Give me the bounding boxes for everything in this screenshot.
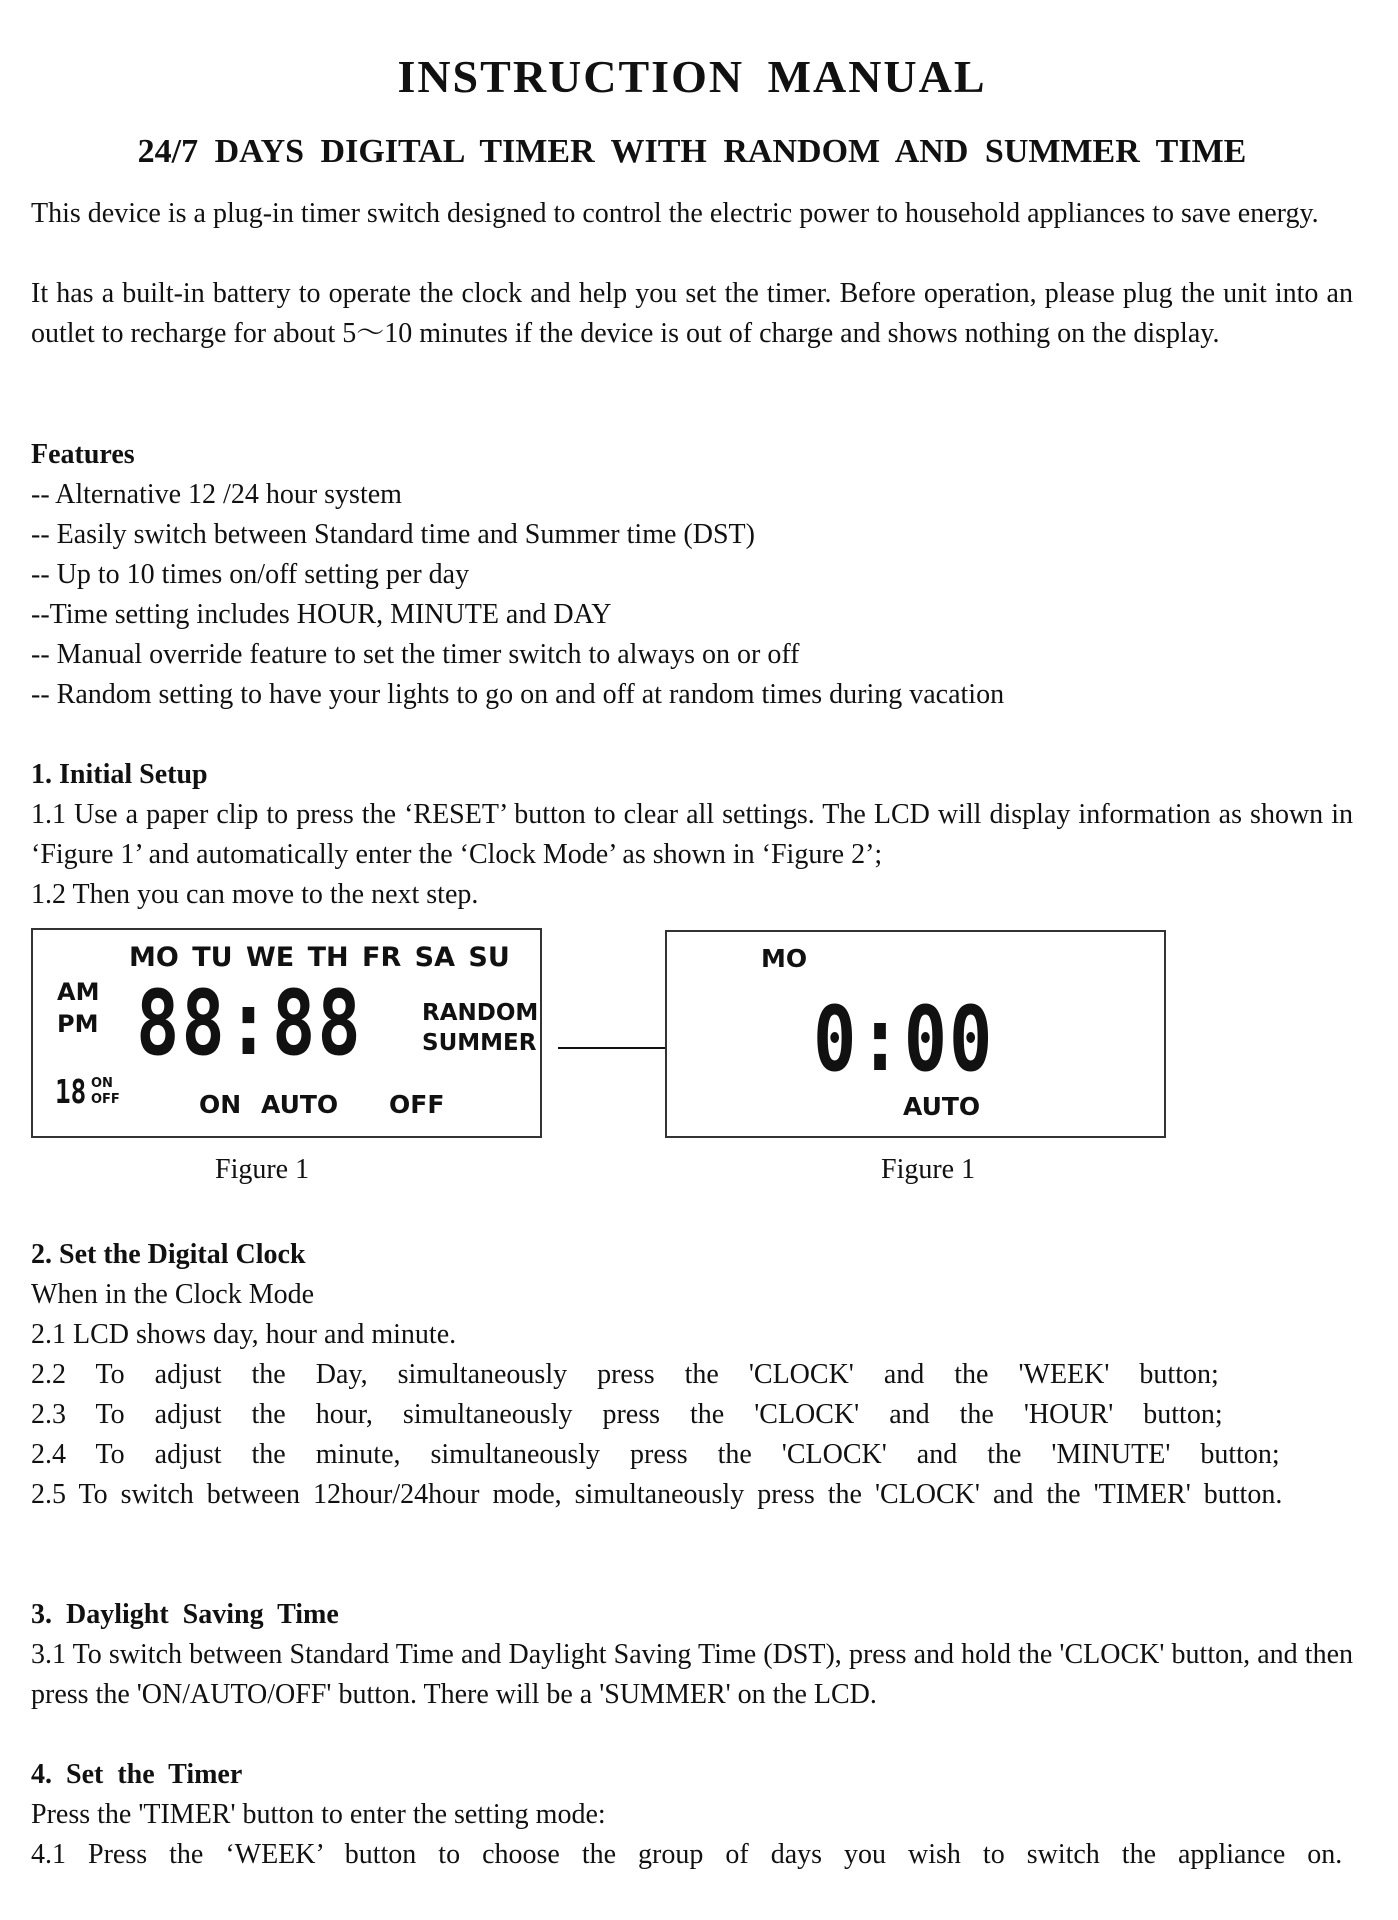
feature-item: -- Easily switch between Standard time and Summer time (DST): [31, 519, 755, 550]
section2-line: 2.2 To adjust the Day, simultaneously press the 'CLOCK' and the 'WEEK' button;: [31, 1359, 1219, 1390]
lcd-on-indicator: ON: [199, 1090, 242, 1119]
lcd-pm-indicator: PM: [57, 1010, 99, 1038]
lcd-day-indicator: MO: [761, 944, 808, 973]
section2-paragraph: 2.5 To switch between 12hour/24hour mode, simultaneously press the 'CLOCK' and the 'TIMER' button.: [31, 1479, 1283, 1510]
lcd-figure-2: [665, 930, 1166, 1138]
feature-item: -- Alternative 12 /24 hour system: [31, 479, 402, 510]
feature-item: -- Random setting to have your lights to go on and off at random times during vacation: [31, 679, 1005, 710]
section1-paragraph-2: 1.2 Then you can move to the next step.: [31, 879, 479, 910]
section4-line: 4.1 Press the ‘WEEK’ button to choose the group of days you wish to switch the appliance on.: [31, 1839, 1343, 1870]
section2-line: When in the Clock Mode: [31, 1279, 315, 1310]
lcd-am-indicator: AM: [57, 978, 100, 1006]
section1-paragraph-1: 1.1 Use a paper clip to press the ‘RESET’ button to clear all settings. The LCD will display information as shown in ‘Figure 1’ and automatically enter the ‘Clock Mode’ as shown in ‘Figure 2’;: [31, 799, 1353, 870]
section3-paragraph: 3.1 To switch between Standard Time and Daylight Saving Time (DST), press and hold the 'CLOCK' button, and then press the 'ON/AUTO/OFF' button. There will be a 'SUMMER' on the LCD.: [31, 1639, 1353, 1710]
section2-line: 2.3 To adjust the hour, simultaneously press the 'CLOCK' and the 'HOUR' button;: [31, 1399, 1223, 1430]
section2-line: 2.1 LCD shows day, hour and minute.: [31, 1319, 457, 1350]
lcd-time-digits: 88:88: [136, 970, 363, 1075]
intro-paragraph-2: It has a built-in battery to operate the clock and help you set the timer. Before operation, please plug the unit into an outlet to recharge for about 5～10 minutes if the device is out of charge and shows nothing on the display.: [31, 278, 1353, 349]
page-subtitle: 24/7 DAYS DIGITAL TIMER WITH RANDOM AND SUMMER TIME: [137, 133, 1247, 170]
section2-heading: 2. Set the Digital Clock: [31, 1239, 306, 1270]
lcd-weekdays: MO TU WE TH FR SA SU: [129, 942, 510, 973]
section4-line: Press the 'TIMER' button to enter the setting mode:: [31, 1799, 606, 1830]
feature-item: --Time setting includes HOUR, MINUTE and DAY: [31, 599, 612, 630]
lcd-off-indicator: OFF: [389, 1090, 445, 1119]
lcd-random-indicator: RANDOM: [422, 1000, 539, 1026]
lcd-time-digits: 0:00: [813, 986, 995, 1091]
section4-heading: 4. Set the Timer: [31, 1759, 243, 1790]
lcd-auto-indicator: AUTO: [261, 1090, 339, 1119]
section3-heading: 3. Daylight Saving Time: [31, 1599, 339, 1630]
feature-item: -- Up to 10 times on/off setting per day: [31, 559, 470, 590]
section1-heading: 1. Initial Setup: [31, 759, 208, 790]
figure-1-caption: Figure 1: [215, 1154, 310, 1185]
lcd-figure-1: [31, 928, 542, 1138]
feature-item: -- Manual override feature to set the timer switch to always on or off: [31, 639, 800, 670]
lcd-program-on: ON: [91, 1076, 113, 1091]
lcd-program-off: OFF: [91, 1092, 120, 1107]
lcd-summer-indicator: SUMMER: [422, 1030, 537, 1056]
lcd-auto-indicator: AUTO: [903, 1092, 981, 1121]
features-heading: Features: [31, 439, 135, 470]
page-title: INSTRUCTION MANUAL: [397, 51, 987, 102]
figure-2-caption: Figure 1: [881, 1154, 976, 1185]
section2-line: 2.4 To adjust the minute, simultaneously press the 'CLOCK' and the 'MINUTE' button;: [31, 1439, 1280, 1470]
lcd-program-number: 18: [55, 1074, 87, 1112]
intro-paragraph-1: This device is a plug-in timer switch designed to control the electric power to household appliances to save energy.: [31, 198, 1319, 229]
